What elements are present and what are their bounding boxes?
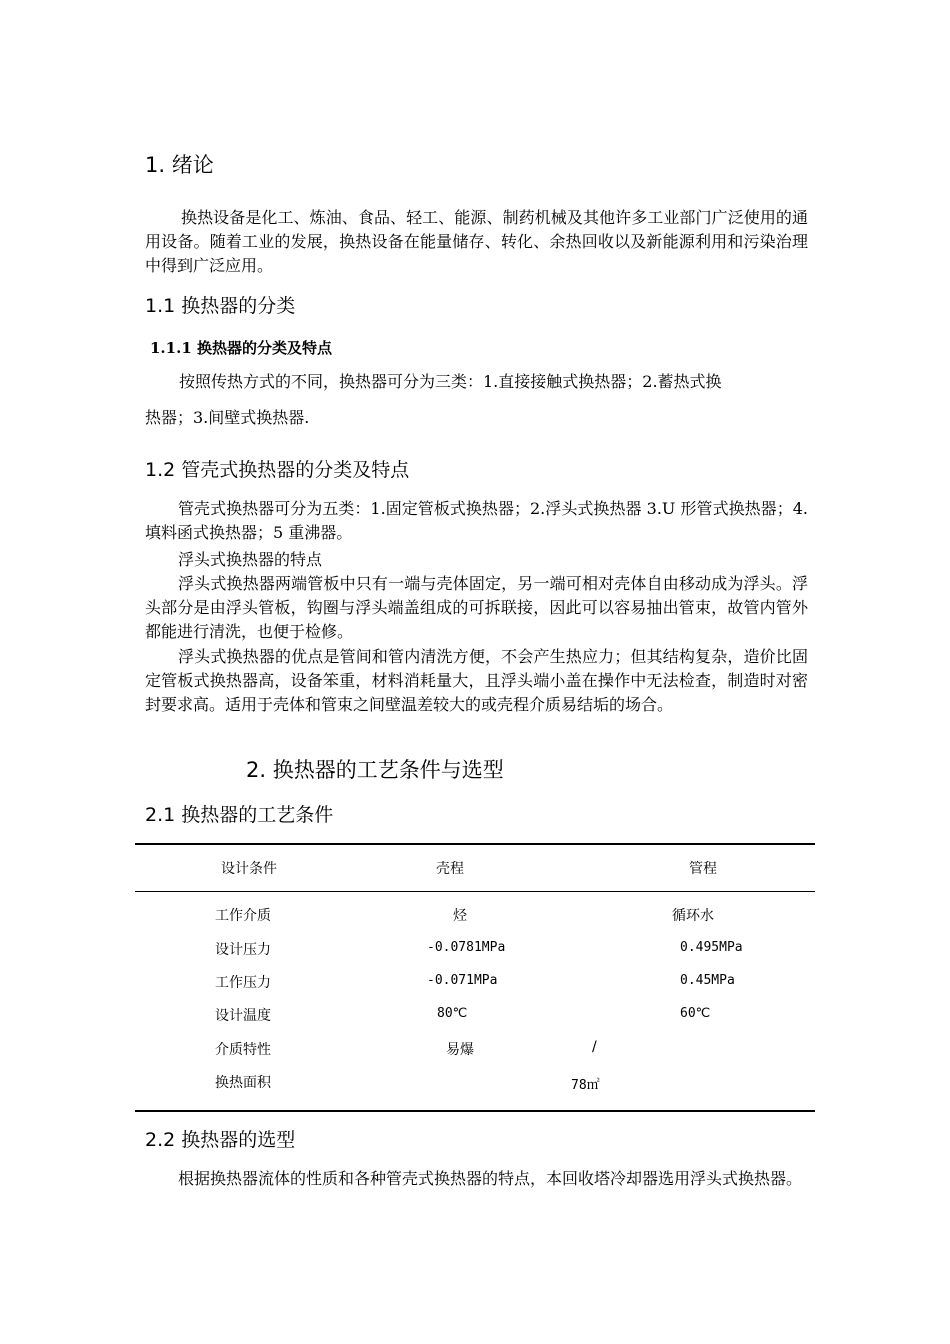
table-row-tube: 循环水: [672, 908, 714, 924]
table-row-label: 换热面积: [215, 1075, 271, 1091]
table-row-label: 设计温度: [215, 1008, 271, 1024]
section-1-1-1-line-1: 按照传热方式的不同，换热器可分为三类：1.直接接触式换热器；2.蓄热式换: [179, 372, 722, 391]
section-2-title: 2. 换热器的工艺条件与选型: [246, 758, 504, 782]
table-header-tube: 管程: [689, 861, 717, 877]
table-row-label: 工作压力: [215, 975, 271, 991]
section-1-2-paragraph-2: 浮头式换热器两端管板中只有一端与壳体固定，另一端可相对壳体自由移动成为浮头。浮头部分是由浮头管板，钩圈与浮头端盖组成的可拆联接，因此可以容易抽出管束，故管内管外都能进行清洗，也便于检修。: [145, 574, 808, 641]
table-top-rule: [135, 843, 815, 845]
section-1-1-title: 1.1 换热器的分类: [145, 295, 296, 317]
section-1-paragraph: 换热设备是化工、炼油、食品、轻工、能源、制药机械及其他许多工业部门广泛使用的通用设备。随着工业的发展，换热设备在能量储存、转化、余热回收以及新能源利用和污染治理中得到广泛应用。: [145, 208, 808, 275]
section-1-2-title: 1.2 管壳式换热器的分类及特点: [145, 459, 410, 481]
table-row-shell: -0.0781MPa: [427, 940, 506, 955]
table-row-merged-value: 78㎡: [571, 1078, 600, 1093]
table-row-label: 工作介质: [215, 908, 271, 924]
table-row-tube: 60℃: [680, 1006, 711, 1021]
section-1-2-subheading: 浮头式换热器的特点: [178, 550, 323, 569]
table-row-shell: -0.071MPa: [427, 973, 498, 988]
section-1-2-paragraph-3: 浮头式换热器的优点是管间和管内清洗方便，不会产生热应力；但其结构复杂，造价比固定管板式换热器高，设备笨重，材料消耗量大，且浮头端小盖在操作中无法检查，制造时对密封要求高。适用于壳体和管束之间壁温差较大的或壳程介质易结垢的场合。: [145, 647, 808, 714]
table-header-shell: 壳程: [436, 861, 464, 877]
table-bottom-rule: [135, 1110, 815, 1112]
table-header-condition: 设计条件: [221, 861, 277, 877]
section-1-2-paragraph-1: 管壳式换热器可分为五类：1.固定管板式换热器；2.浮头式换热器 3.U 形管式换热器；4.填料函式换热器；5 重沸器。: [145, 499, 808, 542]
table-row-tube: 0.495MPa: [680, 940, 743, 955]
table-row-label: 设计压力: [215, 942, 271, 958]
section-1-title: 1. 绪论: [145, 153, 214, 177]
section-1-1-1-line-2: 热器；3.间壁式换热器.: [145, 408, 310, 427]
section-2-1-title: 2.1 换热器的工艺条件: [145, 804, 334, 826]
section-2-2-title: 2.2 换热器的选型: [145, 1129, 296, 1151]
table-row-shell: 烃: [453, 908, 467, 924]
table-row-label: 介质特性: [215, 1042, 271, 1058]
table-row-shell: 易爆: [446, 1042, 474, 1058]
table-header-rule: [135, 891, 815, 892]
table-row-tube: /: [592, 1039, 597, 1055]
section-1-1-1-title: 1.1.1 换热器的分类及特点: [150, 339, 332, 357]
table-row-tube: 0.45MPa: [680, 973, 735, 988]
table-row-shell: 80℃: [437, 1006, 468, 1021]
section-2-2-paragraph: 根据换热器流体的性质和各种管壳式换热器的特点，本回收塔冷却器选用浮头式换热器。: [178, 1169, 803, 1188]
